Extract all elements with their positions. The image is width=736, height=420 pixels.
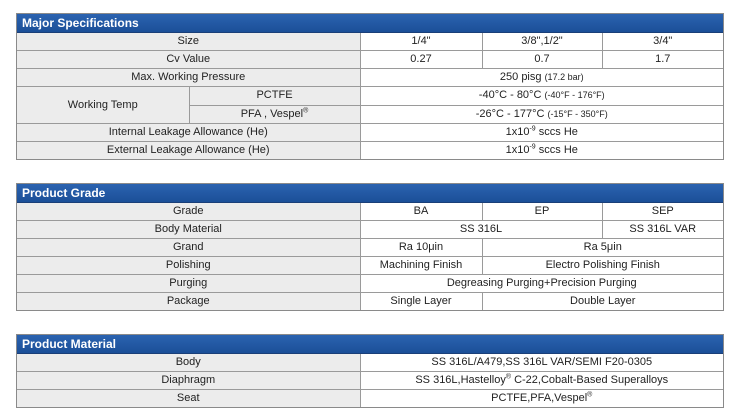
body-material-ss: SS 316L: [360, 221, 602, 239]
product-grade-panel: [16, 183, 724, 311]
pfa-sub: (-15°F - 350°F): [547, 108, 608, 119]
body-material-label: Body Material: [17, 221, 360, 239]
material-body-label: Body: [17, 354, 360, 372]
pfa-label-text: PFA , Vespel: [240, 107, 304, 120]
pressure-value: [360, 69, 723, 87]
table-row: [17, 69, 723, 87]
body-material-var: SS 316L VAR: [602, 221, 723, 239]
table-row: [17, 239, 723, 257]
size-value: 3/4": [602, 33, 723, 51]
grade-label: Grade: [17, 203, 360, 221]
polishing-ba: Machining Finish: [360, 257, 482, 275]
product-material-panel: [16, 334, 724, 408]
cv-value: 0.27: [360, 51, 482, 69]
table-row: [17, 142, 723, 160]
major-specifications-table: [17, 33, 723, 159]
table-row: [17, 221, 723, 239]
package-ep: Double Layer: [482, 293, 723, 311]
internal-leakage-label: Internal Leakage Allowance (He): [17, 124, 360, 142]
pfa-main: -26°C - 177°C: [475, 107, 545, 120]
grade-ep: EP: [482, 203, 602, 221]
registered-mark: ®: [303, 107, 309, 115]
internal-leakage-value: [360, 124, 723, 142]
grand-ba: Ra 10μin: [360, 239, 482, 257]
cv-value: 1.7: [602, 51, 723, 69]
table-row: [17, 275, 723, 293]
diaphragm-text-b: C-22,Cobalt-Based Superalloys: [511, 374, 669, 386]
pressure-label: Max. Working Pressure: [17, 69, 360, 87]
major-specifications-title: Major Specifications: [17, 14, 723, 33]
external-unit: sccs He: [535, 144, 578, 156]
diaphragm-text-a: SS 316L,Hastelloy: [415, 374, 506, 386]
pctfe-value: [360, 87, 723, 106]
pfa-value: [360, 105, 723, 124]
size-label: Size: [17, 33, 360, 51]
grand-ep: Ra 5μin: [482, 239, 723, 257]
purging-value: Degreasing Purging+Precision Purging: [360, 275, 723, 293]
registered-mark: ®: [505, 373, 512, 381]
material-body-value: SS 316L/A479,SS 316L VAR/SEMI F20-0305: [360, 354, 723, 372]
pressure-main: 250 pisg: [499, 71, 542, 83]
table-row: [17, 51, 723, 69]
table-row: [17, 33, 723, 51]
product-grade-title: Product Grade: [17, 184, 723, 203]
table-row: [17, 124, 723, 142]
table-row: [17, 257, 723, 275]
package-label: Package: [17, 293, 360, 311]
polishing-ep: Electro Polishing Finish: [482, 257, 723, 275]
internal-exp: -9: [529, 125, 536, 133]
pctfe-label: PCTFE: [189, 87, 360, 106]
cv-value: 0.7: [482, 51, 602, 69]
external-leakage-value: [360, 142, 723, 160]
product-material-table: [17, 354, 723, 407]
table-row: [17, 203, 723, 221]
product-grade-table: [17, 203, 723, 310]
pressure-sub: (17.2 bar): [544, 72, 584, 82]
diaphragm-value: [360, 372, 723, 390]
table-row: [17, 293, 723, 311]
external-exp: -9: [529, 143, 536, 151]
grand-label: Grand: [17, 239, 360, 257]
size-value: 1/4": [360, 33, 482, 51]
diaphragm-label: Diaphragm: [17, 372, 360, 390]
table-row: [17, 390, 723, 408]
seat-label: Seat: [17, 390, 360, 408]
cv-label: Cv Value: [17, 51, 360, 69]
table-row: [17, 354, 723, 372]
external-leakage-label: External Leakage Allowance (He): [17, 142, 360, 160]
working-temp-label: Working Temp: [17, 87, 189, 124]
grade-sep: SEP: [602, 203, 723, 221]
polishing-label: Polishing: [17, 257, 360, 275]
purging-label: Purging: [17, 275, 360, 293]
seat-value: [360, 390, 723, 408]
package-ba: Single Layer: [360, 293, 482, 311]
internal-unit: sccs He: [535, 126, 578, 138]
external-base: 1x10: [505, 144, 530, 156]
grade-ba: BA: [360, 203, 482, 221]
table-row: [17, 87, 723, 106]
pfa-label: [189, 105, 360, 124]
internal-base: 1x10: [505, 126, 530, 138]
size-value: 3/8",1/2": [482, 33, 602, 51]
pctfe-sub: (-40°F - 176°F): [544, 90, 605, 101]
major-specifications-panel: [16, 13, 724, 160]
seat-text: PCTFE,PFA,Vespel: [491, 392, 588, 404]
pctfe-main: -40°C - 80°C: [478, 89, 542, 102]
table-row: [17, 372, 723, 390]
product-material-title: Product Material: [17, 335, 723, 354]
registered-mark: ®: [587, 391, 593, 399]
